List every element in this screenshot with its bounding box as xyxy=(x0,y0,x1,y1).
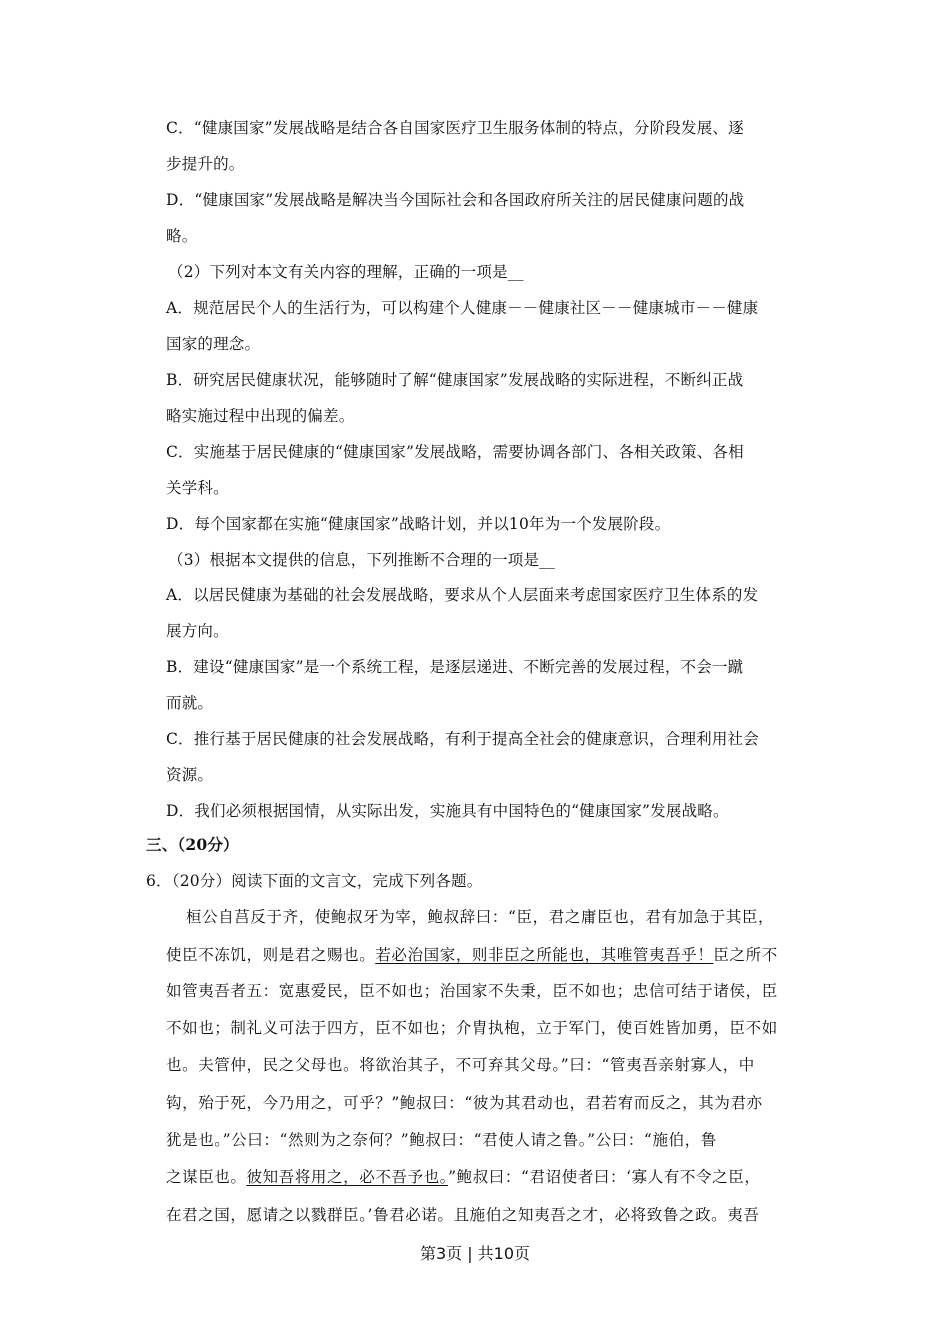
q2-option-a-line1: A．规范居民个人的生活行为，可以构建个人健康－－健康社区－－健康城市－－健康 xyxy=(166,299,759,317)
q2-option-b-line2: 略实施过程中出现的偏差。 xyxy=(166,407,355,425)
q2-option-b-line1: B．研究居民健康状况，能够随时了解“健康国家”发展战略的实际进程，不断纠正战 xyxy=(166,371,744,389)
passage-line-3: 如管夷吾者五：宽惠爱民，臣不如也；治国家不失秉，臣不如也；忠信可结于诸侯，臣 xyxy=(166,982,778,1000)
passage-text: 使臣不冻饥，则是君之赐也。 xyxy=(166,946,376,964)
passage-text: ”鲍叔曰：“君诏使者曰：‘寡人有不令之臣， xyxy=(448,1168,761,1186)
underlined-sentence-1: 若必治国家，则非臣之所能也，其唯管夷吾乎！ xyxy=(375,946,714,964)
q3-option-a-line2: 展方向。 xyxy=(166,622,229,640)
option-d-line1: D．“健康国家”发展战略是解决当今国际社会和各国政府所关注的居民健康问题的战 xyxy=(166,191,745,209)
passage-text: 之谋臣也。 xyxy=(166,1168,247,1186)
passage-line-1: 桓公自莒反于齐，使鲍叔牙为宰，鲍叔辞曰：“臣，君之庸臣也，君有加急于其臣， xyxy=(186,908,775,926)
q2-option-c-line1: C．实施基于居民健康的“健康国家”发展战略，需要协调各部门、各相关政策、各相 xyxy=(166,443,744,461)
option-c-line2: 步提升的。 xyxy=(166,155,245,173)
q2-option-d: D．每个国家都在实施“健康国家”战略计划，并以10年为一个发展阶段。 xyxy=(166,515,671,533)
passage-line-5: 也。夫管仲，民之父母也。将欲治其子，不可弃其父母。”曰：“管夷吾亲射寡人，中 xyxy=(166,1056,755,1074)
subquestion-3: （3）根据本文提供的信息，下列推断不合理的一项是__ xyxy=(168,551,556,569)
passage-line-7: 犹是也。”公曰：“然则为之奈何？”鲍叔曰：“君使人请之鲁。”公曰：“施伯，鲁 xyxy=(166,1131,717,1149)
subquestion-2: （2）下列对本文有关内容的理解，正确的一项是__ xyxy=(168,263,524,281)
passage-text: 臣之所不 xyxy=(713,946,778,964)
passage-line-4: 不如也；制礼义可法于四方，臣不如也；介胄执枹，立于军门，使百姓皆加勇，臣不如 xyxy=(166,1019,778,1037)
q2-option-c-line2: 关学科。 xyxy=(166,479,229,497)
q3-option-b-line2: 而就。 xyxy=(166,694,214,712)
page-footer: 第3页 | 共10页 xyxy=(419,1244,531,1263)
q3-option-b-line1: B．建设“健康国家”是一个系统工程，是逐层递进、不断完善的发展过程，不会一蹴 xyxy=(166,658,744,676)
option-c-line1: C．“健康国家”发展战略是结合各自国家医疗卫生服务体制的特点，分阶段发展、逐 xyxy=(166,119,744,137)
section-title: 三、（20分） xyxy=(146,835,239,854)
passage-line-6: 钩，殆于死，今乃用之，可乎？”鲍叔曰：“彼为其君动也，君若宥而反之，其为君亦 xyxy=(166,1094,763,1112)
passage-line-9: 在君之国，愿请之以戮群臣。’鲁君必诺。且施伯之知夷吾之才，必将致鲁之政。夷吾 xyxy=(166,1206,760,1224)
q3-option-a-line1: A．以居民健康为基础的社会发展战略，要求从个人层面来考虑国家医疗卫生体系的发 xyxy=(166,586,759,604)
q3-option-c-line1: C．推行基于居民健康的社会发展战略，有利于提高全社会的健康意识，合理利用社会 xyxy=(166,730,759,748)
question-6: 6．（20分）阅读下面的文言文，完成下列各题。 xyxy=(146,872,483,890)
passage-line-2 xyxy=(166,944,816,966)
option-d-line2: 略。 xyxy=(166,227,198,245)
q3-option-d: D．我们必须根据国情，从实际出发，实施具有中国特色的“健康国家”发展战略。 xyxy=(166,802,729,820)
passage-line-8 xyxy=(166,1166,816,1188)
q3-option-c-line2: 资源。 xyxy=(166,766,214,784)
underlined-sentence-2: 彼知吾将用之，必不吾予也。 xyxy=(246,1168,449,1186)
q2-option-a-line2: 国家的理念。 xyxy=(166,335,261,353)
